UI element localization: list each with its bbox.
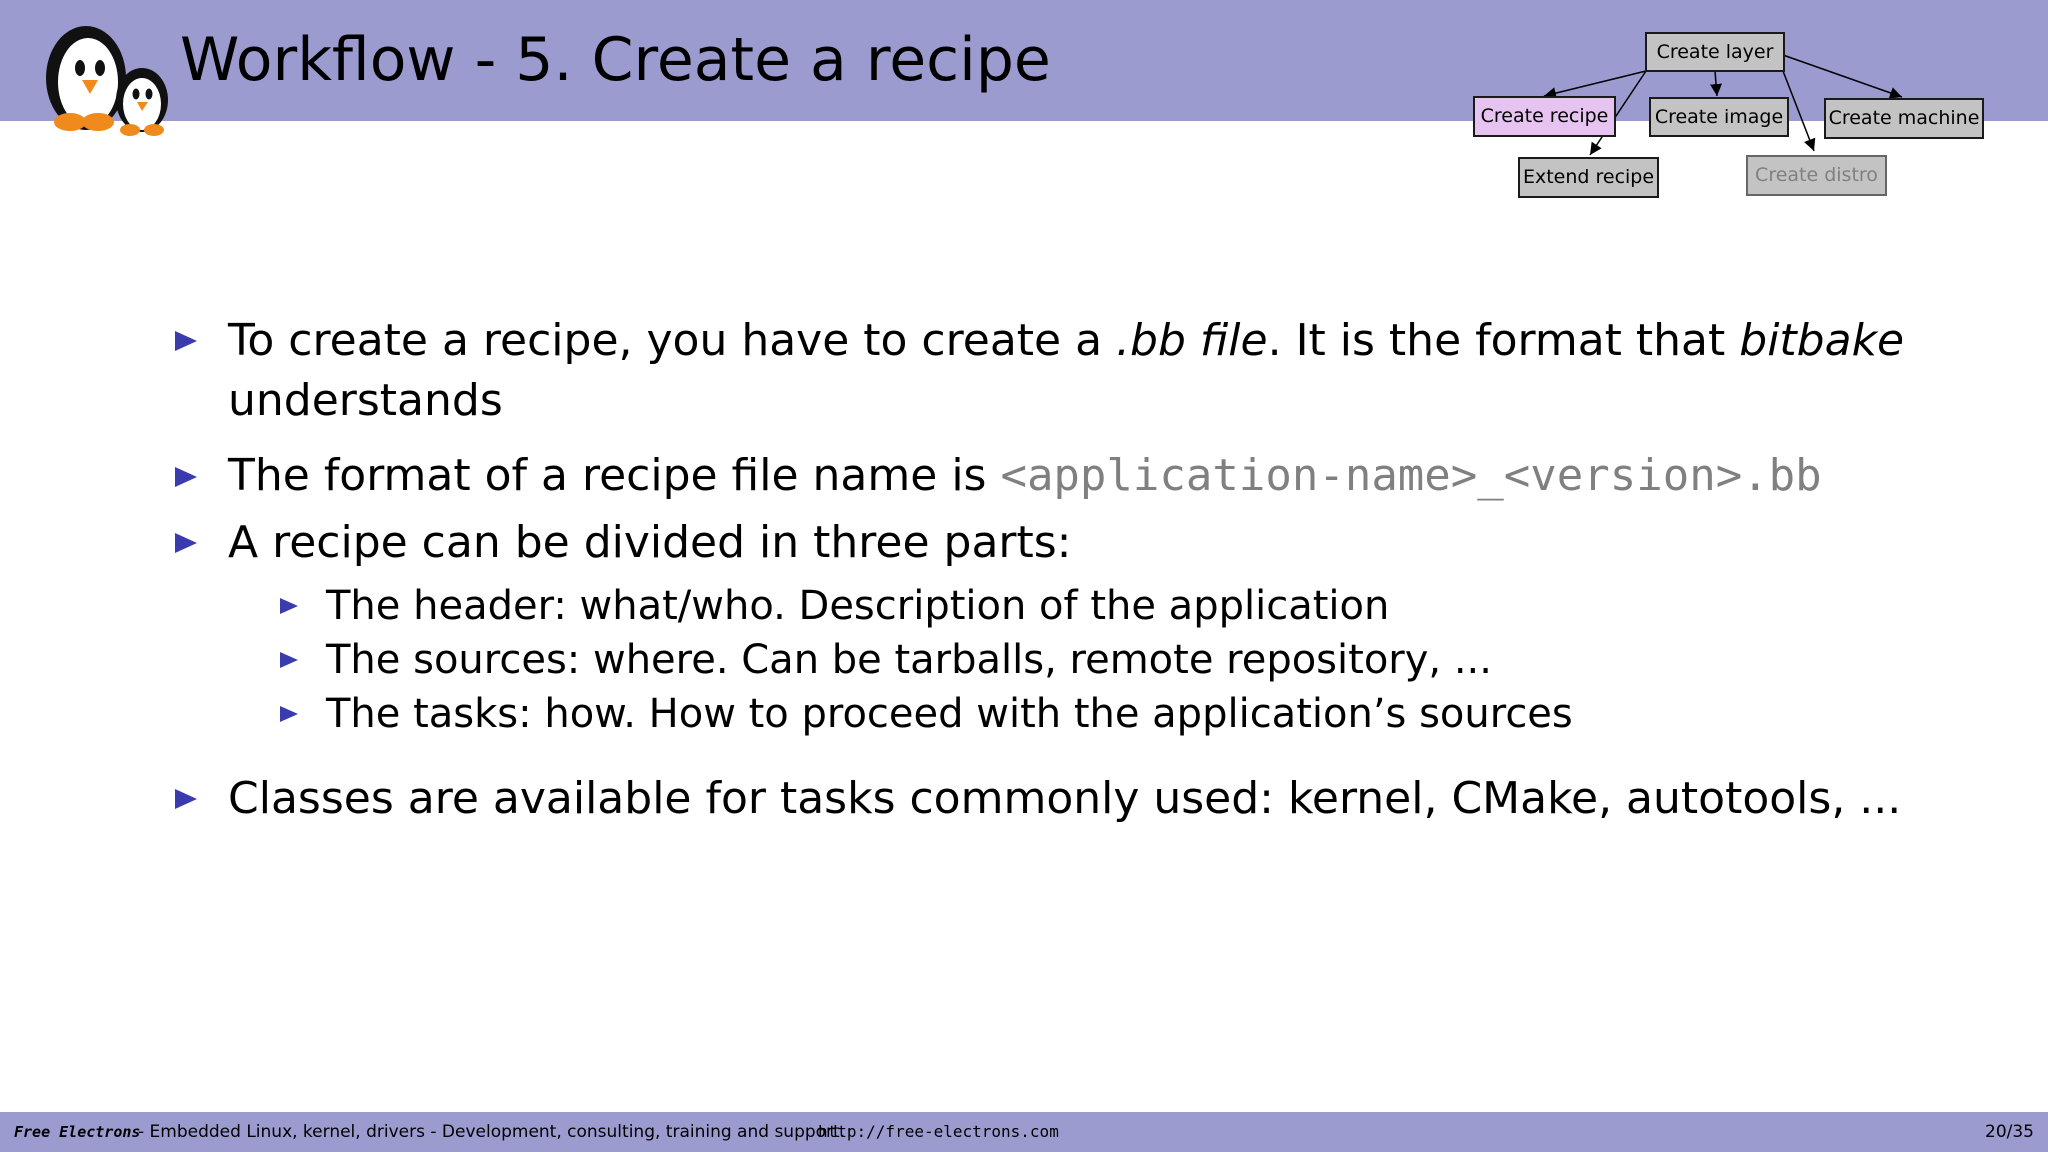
create-distro-node: Create distro <box>1746 155 1887 196</box>
bullet-marker <box>175 331 197 351</box>
footer-url[interactable]: http://free-electrons.com <box>818 1122 1059 1141</box>
bullet-file-name-format <box>228 446 1822 506</box>
extend-recipe-node: Extend recipe <box>1518 157 1659 198</box>
bullet-marker <box>175 467 197 487</box>
bullet-text: . It is the format that <box>1267 315 1740 366</box>
bullet-classes: Classes are available for tasks commonly used: kernel, CMake, autotools, ... <box>228 773 1902 824</box>
sub-bullet-tasks: The tasks: how. How to proceed with the application’s sources <box>326 691 1573 737</box>
bullet-marker <box>175 789 197 809</box>
slide-footer <box>0 1112 2048 1152</box>
bullet-text: The format of a recipe file name is <box>228 450 1001 501</box>
create-image-node: Create image <box>1649 97 1789 137</box>
bullet-three-parts: A recipe can be divided in three parts: <box>228 517 1072 568</box>
sub-bullet-marker <box>280 706 298 722</box>
sub-bullet-sources: The sources: where. Can be tarballs, remote repository, ... <box>326 637 1492 683</box>
bb-file-term: .bb file <box>1116 315 1268 366</box>
penguins-logo-icon <box>36 18 176 140</box>
bullet-text: To create a recipe, you have to create a <box>228 315 1117 366</box>
bullet-continuation: understands <box>228 375 503 426</box>
workflow-diagram <box>1460 25 2000 205</box>
create-layer-node: Create layer <box>1645 32 1785 72</box>
create-machine-node: Create machine <box>1824 98 1984 139</box>
bullet-bb-file <box>228 311 1904 371</box>
footer-description: - Embedded Linux, kernel, drivers - Development, consulting, training and support. <box>138 1122 846 1142</box>
bitbake-term: bitbake <box>1739 315 1905 366</box>
bullet-marker <box>175 533 197 553</box>
sub-bullet-marker <box>280 652 298 668</box>
footer-brand: Free Electrons <box>14 1123 141 1141</box>
sub-bullet-marker <box>280 598 298 614</box>
create-recipe-node: Create recipe <box>1473 96 1616 137</box>
slide-title: Workflow - 5. Create a recipe <box>180 25 1051 95</box>
page-number: 20/35 <box>1985 1122 2034 1142</box>
sub-bullet-header: The header: what/who. Description of the application <box>326 583 1390 629</box>
filename-pattern-code: <application-name>_<version>.bb <box>1000 450 1822 501</box>
